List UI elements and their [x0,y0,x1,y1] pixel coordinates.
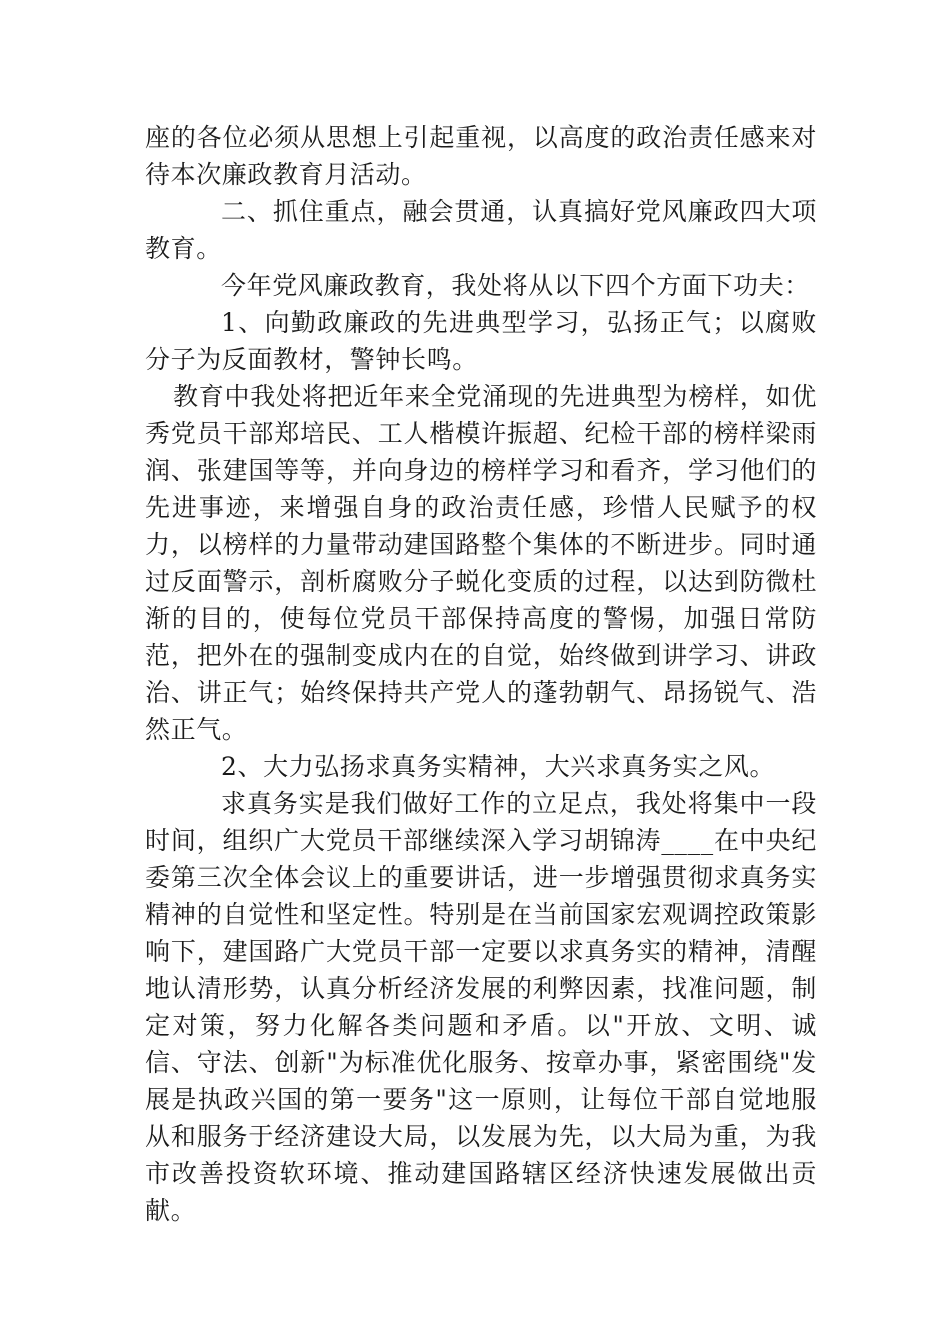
paragraph-role-models: 教育中我处将把近年来全党涌现的先进典型为榜样，如优秀党员干部郑培民、工人楷模许振超、纪检干部的榜样梁雨润、张建国等等，并向身边的榜样学习和看齐，学习他们的先进事迹，来增强自身的政治责任感，珍惜人民赋予的权力，以榜样的力量带动建国路整个集体的不断进步。同时通过反面警示，剖析腐败分子蜕化变质的过程，以达到防微杜渐的目的，使每位党员干部保持高度的警惕，加强日常防范，把外在的强制变成内在的自觉，始终做到讲学习、讲政治、讲正气；始终保持共产党人的蓬勃朝气、昂扬锐气、浩然正气。 [145,382,817,744]
paragraph-pragmatism: 求真务实是我们做好工作的立足点，我处将集中一段时间，组织广大党员干部继续深入学习胡锦涛____在中央纪委第三次全体会议上的重要讲话，进一步增强贯彻求真务实精神的自觉性和坚定性。特别是在当前国家宏观调控政策影响下，建国路广大党员干部一定要以求真务实的精神，清醒地认清形势，认真分析经济发展的利弊因素，找准问题，制定对策，努力化解各类问题和矛盾。以"开放、文明、诚信、守法、创新"为标准优化服务、按章办事，紧密围绕"发展是执政兴国的第一要务"这一原则，让每位干部自觉地服从和服务于经济建设大局，以发展为先，以大局为重，为我市改善投资软环境、推动建国路辖区经济快速发展做出贡献。 [145,789,817,1225]
document-body [145,119,817,1229]
subheading-2: 2、大力弘扬求真务实精神，大兴求真务实之风。 [221,752,776,781]
paragraph-intro: 今年党风廉政教育，我处将从以下四个方面下功夫： [221,271,810,300]
subheading-1: 1、向勤政廉政的先进典型学习，弘扬正气；以腐败分子为反面教材，警钟长鸣。 [145,308,817,374]
paragraph-continuation: 座的各位必须从思想上引起重视，以高度的政治责任感来对待本次廉政教育月活动。 [145,123,817,189]
section-heading-2: 二、抓住重点，融会贯通，认真搞好党风廉政四大项教育。 [145,197,817,263]
